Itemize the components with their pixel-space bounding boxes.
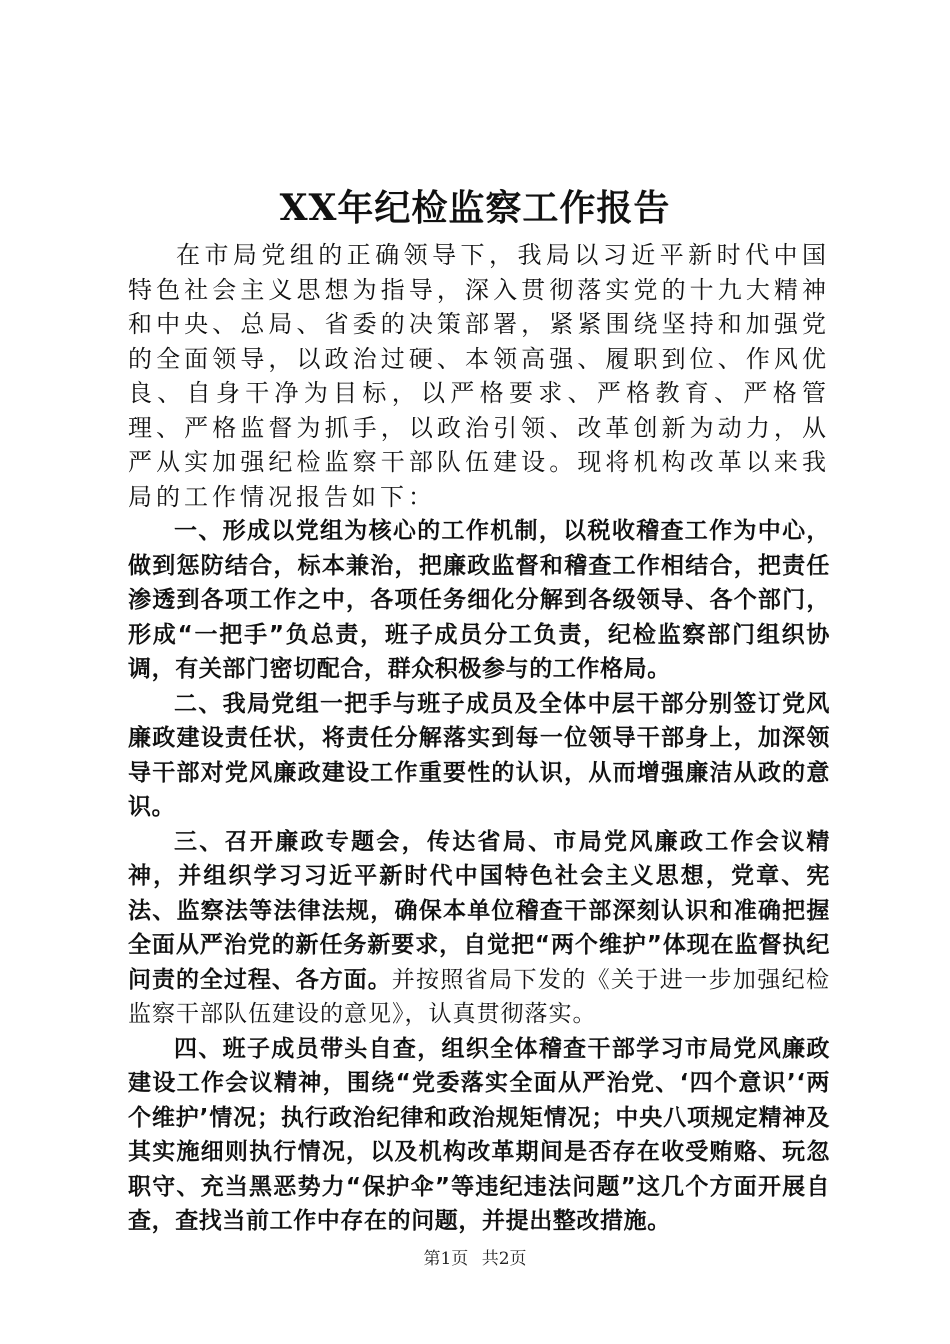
document-body xyxy=(128,238,830,1239)
page-number: 第1页 xyxy=(423,1249,469,1269)
page-total: 共2页 xyxy=(481,1249,527,1269)
section-three-paragraph xyxy=(128,825,830,1032)
section-three-text: 三、召开廉政专题会，传达省局、市局党风廉政工作会议精神，并组织学习习近平新时代中国特色社会主义思想，党章、宪法、监察法等法律法规，确保本单位稽查干部深刻认识和准确把握全面从严治党的新任务新要求，自觉把“两个维护”体现在监督执纪问责的全过程、各方面。 xyxy=(128,828,830,993)
intro-paragraph: 在市局党组的正确领导下，我局以习近平新时代中国特色社会主义思想为指导，深入贯彻落实党的十九大精神和中央、总局、省委的决策部署，紧紧围绕坚持和加强党的全面领导，以政治过硬、本领高强、履职到位、作风优良、自身干净为目标，以严格要求、严格教育、严格管理、严格监督为抓手，以政治引领、改革创新为动力，从严从实加强纪检监察干部队伍建设。现将机构改革以来我局的工作情况报告如下： xyxy=(128,241,830,511)
document-title: XX年纪检监察工作报告 xyxy=(279,187,671,229)
section-four-paragraph: 四、班子成员带头自查，组织全体稽查干部学习市局党风廉政建设工作会议精神，围绕“党委落实全面从严治党、‘四个意识’‘两个维护’情况；执行政治纪律和政治规矩情况；中央八项规定精神及其实施细则执行情况，以及机构改革期间是否存在收受贿赂、玩忽职守、充当黑恶势力“保护伞”等违纪违法问题”这几个方面开展自查，查找当前工作中存在的问题，并提出整改措施。 xyxy=(128,1035,830,1234)
section-three-light-text: 并按照省局下发的《关于进一步加强纪检监察干部队伍建设的意见》，认真贯彻落实。 xyxy=(128,966,830,1027)
section-two-paragraph: 二、我局党组一把手与班子成员及全体中层干部分别签订党风廉政建设责任状，将责任分解落实到每一位领导干部身上，加深领导干部对党风廉政建设工作重要性的认识，从而增强廉洁从政的意识。 xyxy=(128,690,830,820)
section-one-paragraph: 一、形成以党组为核心的工作机制，以税收稽查工作为中心，做到惩防结合，标本兼治，把廉政监督和稽查工作相结合，把责任渗透到各项工作之中，各项任务细化分解到各级领导、各个部门，形成“一把手”负总责，班子成员分工负责，纪检监察部门组织协调，有关部门密切配合，群众积极参与的工作格局。 xyxy=(128,518,830,682)
page-footer xyxy=(0,1244,950,1269)
